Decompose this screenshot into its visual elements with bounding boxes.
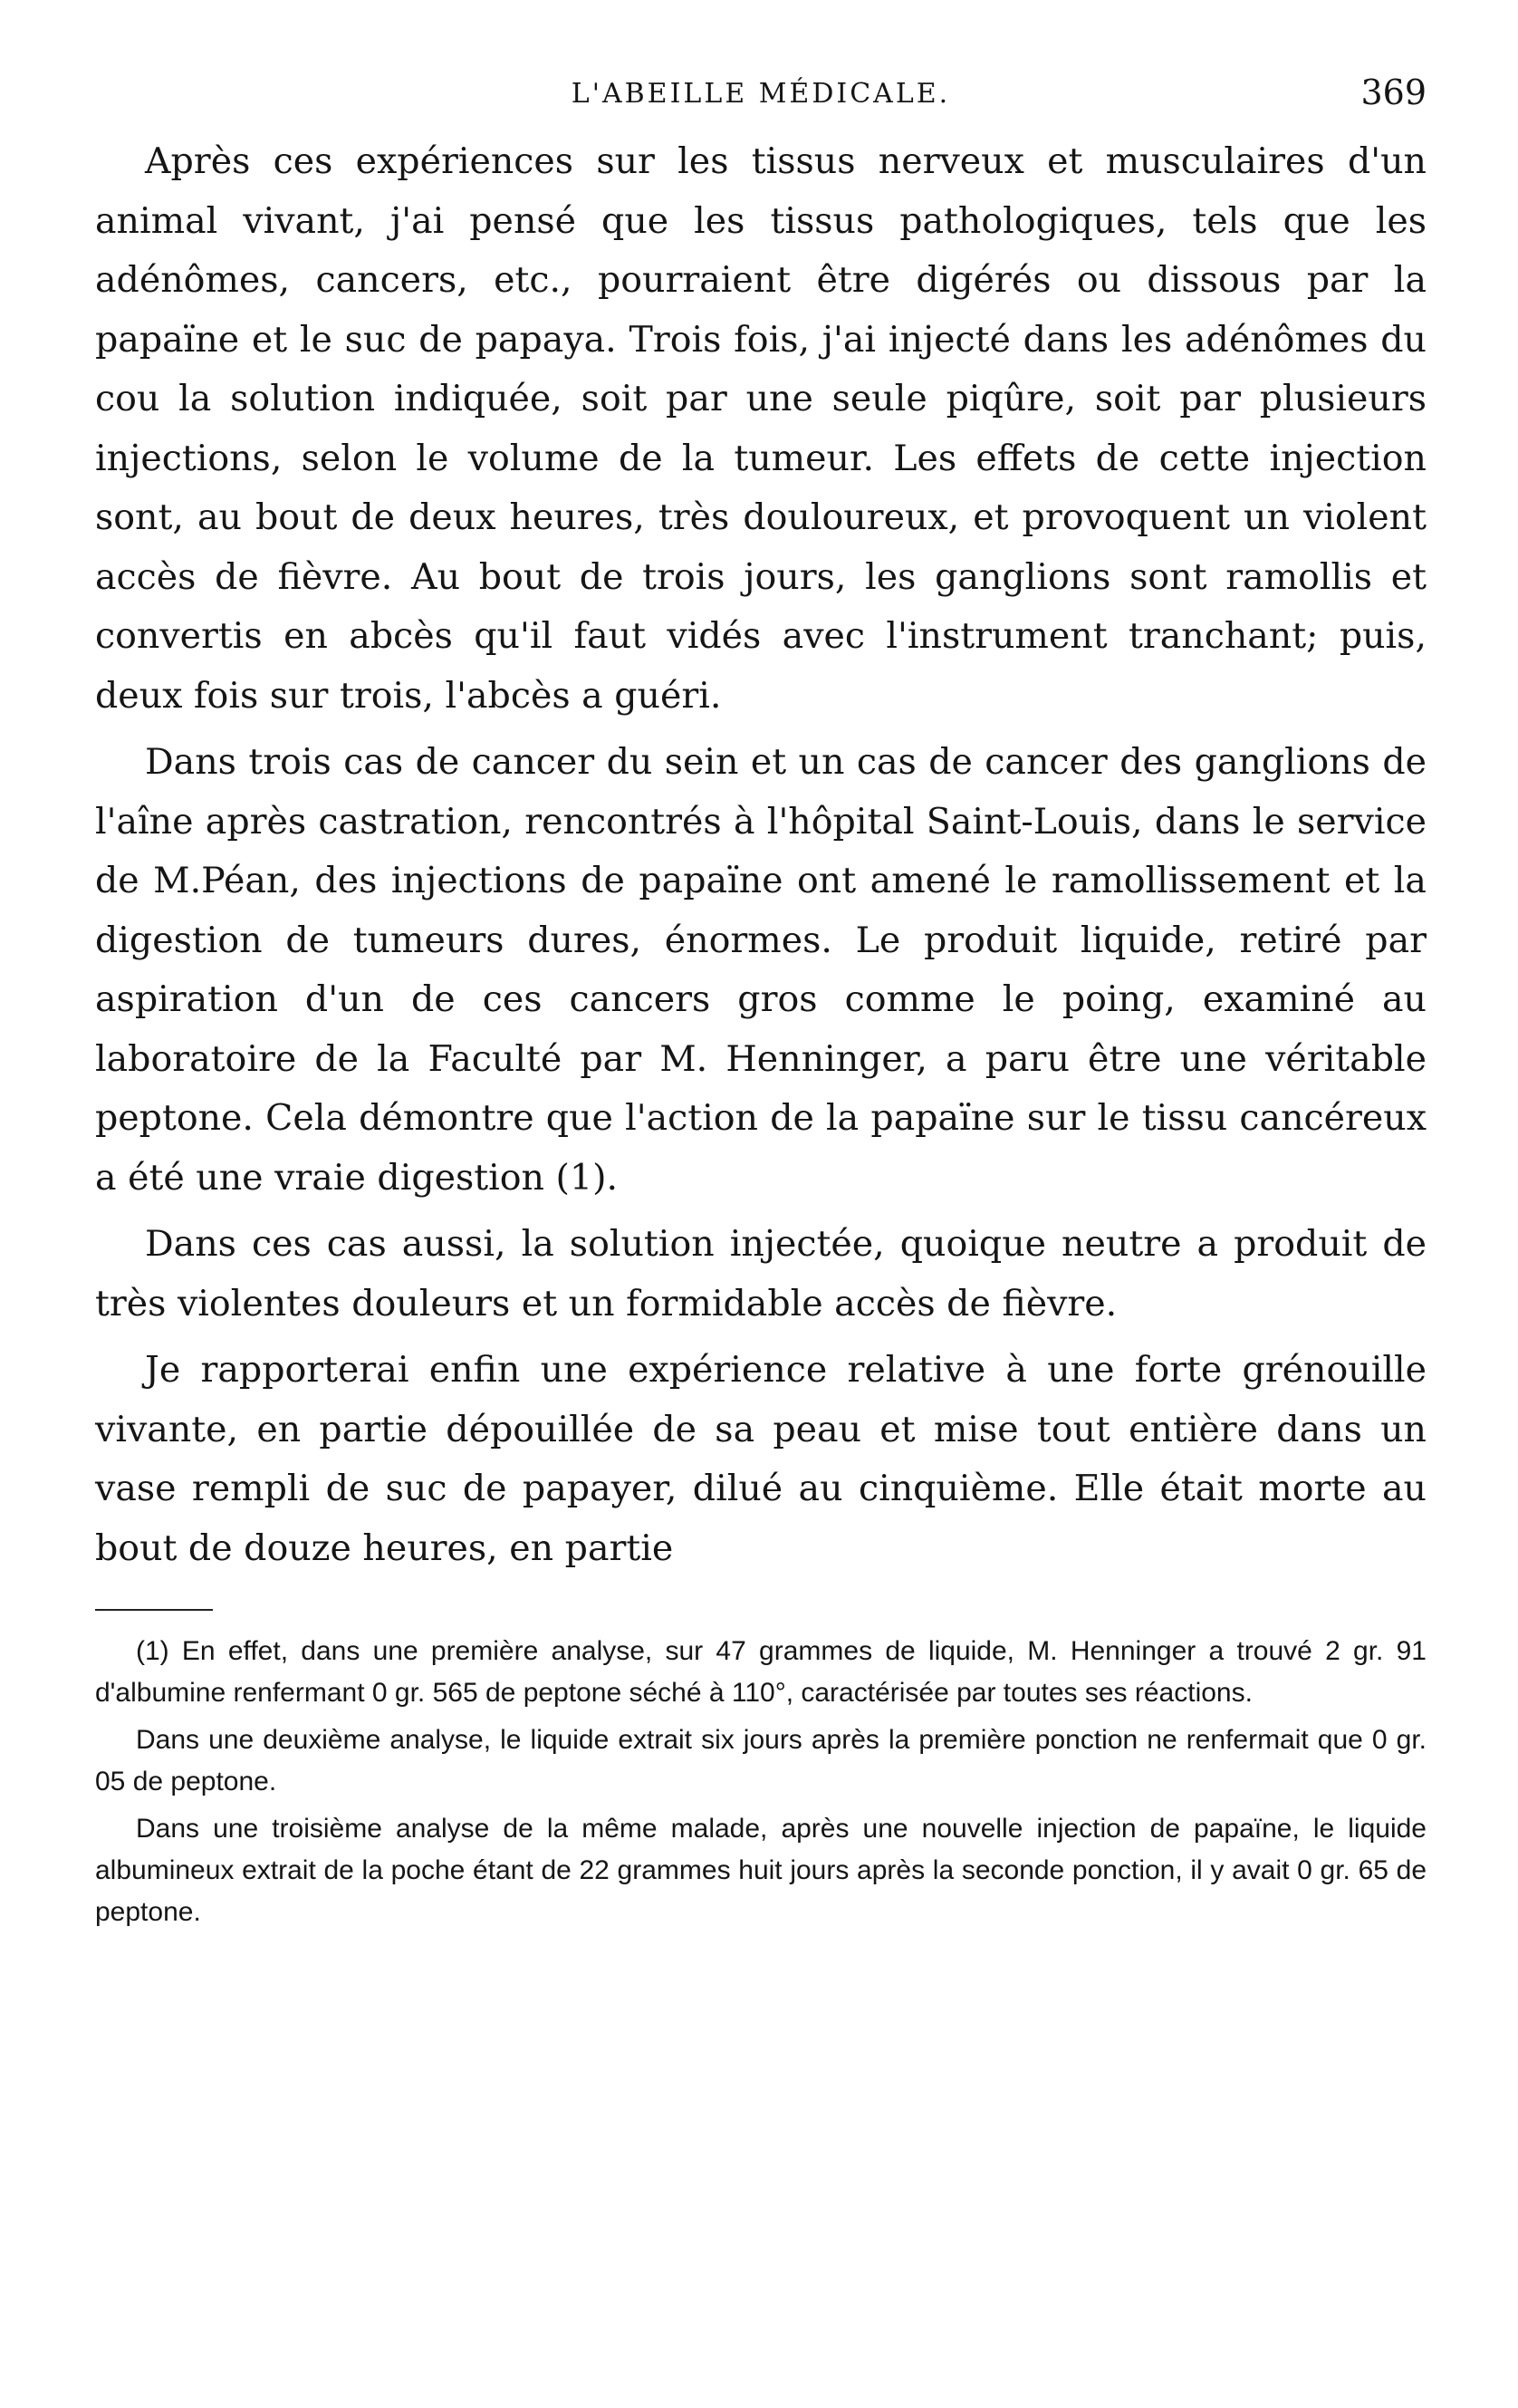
running-title: L'ABEILLE MÉDICALE. (571, 78, 951, 110)
paragraph-frog-experiment: Je rapporterai enfin une expérience relative à une forte grénouille vivante, en partie dépouillée de sa peau et mise tout entière dans un vase rempli de suc de papayer, dilué au cinquième. Elle était morte au bout de douze heures, en partie (95, 1349, 1427, 1569)
book-page (95, 72, 1427, 1939)
body-text (95, 132, 1427, 1578)
footnote-second-analysis: Dans une deuxième analyse, le liquide extrait six jours après la première ponction ne renfermait que 0 gr. 05 de peptone. (95, 1725, 1427, 1796)
paragraph-pain-fever: Dans ces cas aussi, la solution injectée, quoique neutre a produit de très violentes douleurs et un formidable accès de fièvre. (95, 1223, 1427, 1324)
footnote-first-analysis: (1) En effet, dans une première analyse, sur 47 grammes de liquide, M. Henninger a trouvé 2 gr. 91 d'albumine renfermant 0 gr. 565 de peptone séché à 110°, caractérisée par toutes ses réactions. (95, 1636, 1427, 1708)
paragraph-cancer-cases: Dans trois cas de cancer du sein et un cas de cancer des ganglions de l'aîne après castration, rencontrés à l'hôpital Saint-Louis, dans le service de M.Péan, des injections de papaïne ont amené le ramollissement et la digestion de tumeurs dures, énormes. Le produit liquide, retiré par aspiration d'un de ces cancers gros comme le poing, examiné au laboratoire de la Faculté par M. Henninger, a paru être une véritable peptone. Cela démontre que l'action de la papaïne sur le tissu cancéreux a été une vraie digestion (1). (95, 741, 1427, 1199)
page-number: 369 (1360, 72, 1427, 112)
footnote-divider (95, 1609, 213, 1611)
footnote-third-analysis: Dans une troisième analyse de la même malade, après une nouvelle injection de papaïne, le liquide albumineux extrait de la poche étant de 22 grammes huit jours après la seconde ponction, il y avait 0 gr. 65 de peptone. (95, 1814, 1427, 1927)
footnotes (95, 1631, 1427, 1933)
running-header (95, 72, 1427, 132)
paragraph-experiments: Après ces expériences sur les tissus nerveux et musculaires d'un animal vivant, j'ai pensé que les tissus pathologiques, tels que les adénômes, cancers, etc., pourraient être digérés ou dissous par la papaïne et le suc de papaya. Trois fois, j'ai injecté dans les adénômes du cou la solution indiquée, soit par une seule piqûre, soit par plusieurs injections, selon le volume de la tumeur. Les effets de cette injection sont, au bout de deux heures, très douloureux, et provoquent un violent accès de fièvre. Au bout de trois jours, les ganglions sont ramollis et convertis en abcès qu'il faut vidés avec l'instrument tranchant; puis, deux fois sur trois, l'abcès a guéri. (95, 140, 1427, 717)
